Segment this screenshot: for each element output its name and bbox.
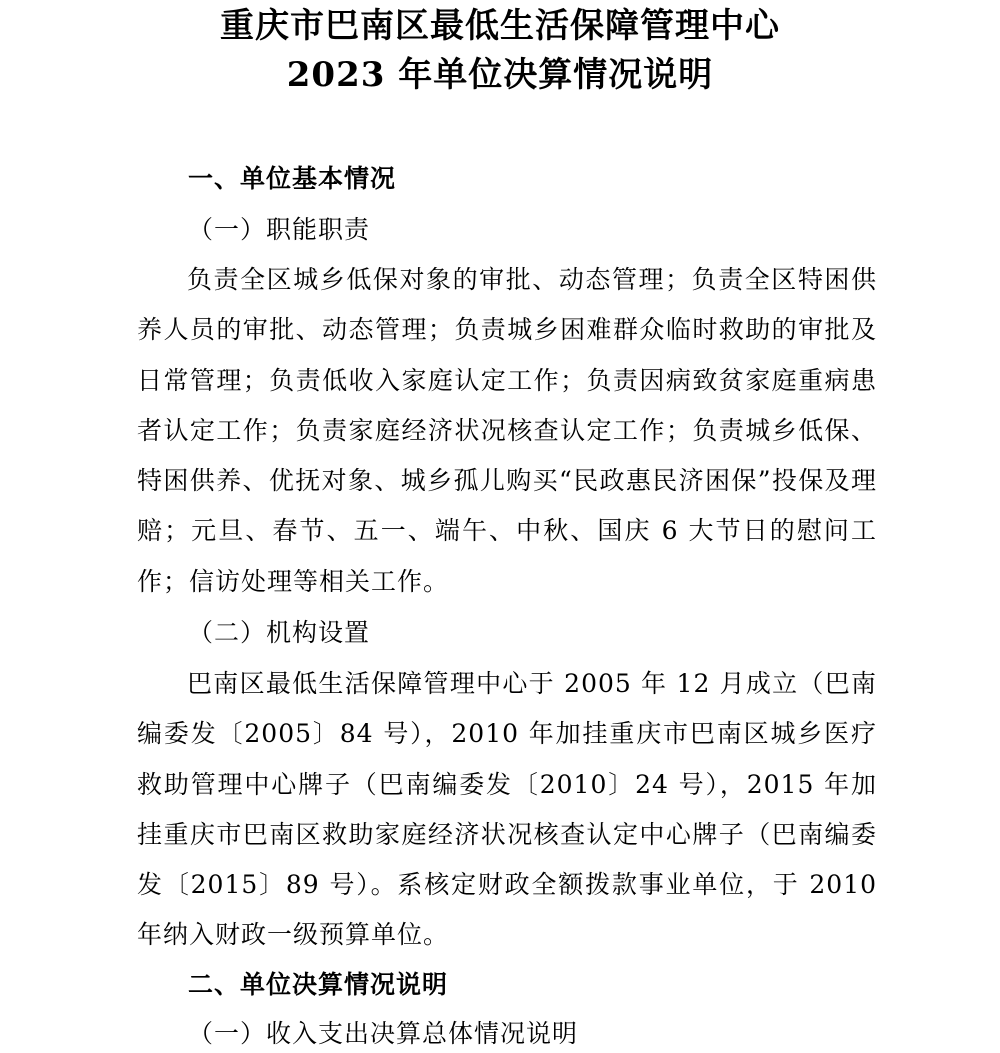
document-title-line-1: 重庆市巴南区最低生活保障管理中心 bbox=[220, 6, 780, 46]
section-heading-final-accounts: 二、单位决算情况说明 bbox=[188, 970, 449, 999]
subsection-heading-income-expenditure: （一）收入支出决算总体情况说明 bbox=[188, 1019, 579, 1048]
subsection-heading-organization: （二）机构设置 bbox=[188, 618, 371, 647]
paragraph-functions: 负责全区城乡低保对象的审批、动态管理；负责全区特困供养人员的审批、动态管理；负责城乡困难群众临时救助的审批及日常管理；负责低收入家庭认定工作；负责因病致贫家庭重病患者认定工作；负责家庭经济状况核查认定工作；负责城乡低保、特困供养、优抚对象、城乡孤儿购买“民政惠民济困保”投保及理赔；元旦、春节、五一、端午、中秋、国庆 6 大节日的慰问工作；信访处理等相关工作。 bbox=[137, 265, 877, 596]
subsection-heading-functions: （一）职能职责 bbox=[188, 215, 371, 244]
document-title-line-2: 2023 年单位决算情况说明 bbox=[286, 55, 714, 95]
section-heading-basic-info: 一、单位基本情况 bbox=[188, 164, 397, 193]
paragraph-organization: 巴南区最低生活保障管理中心于 2005 年 12 月成立（巴南编委发〔2005〕84 号），2010 年加挂重庆市巴南区城乡医疗救助管理中心牌子（巴南编委发〔2010〕24 号），2015 年加挂重庆市巴南区救助家庭经济状况核查认定中心牌子（巴南编委发〔2015〕89 号）。系核定财政全额拨款事业单位，于 2010 年纳入财政一级预算单位。 bbox=[137, 669, 877, 950]
